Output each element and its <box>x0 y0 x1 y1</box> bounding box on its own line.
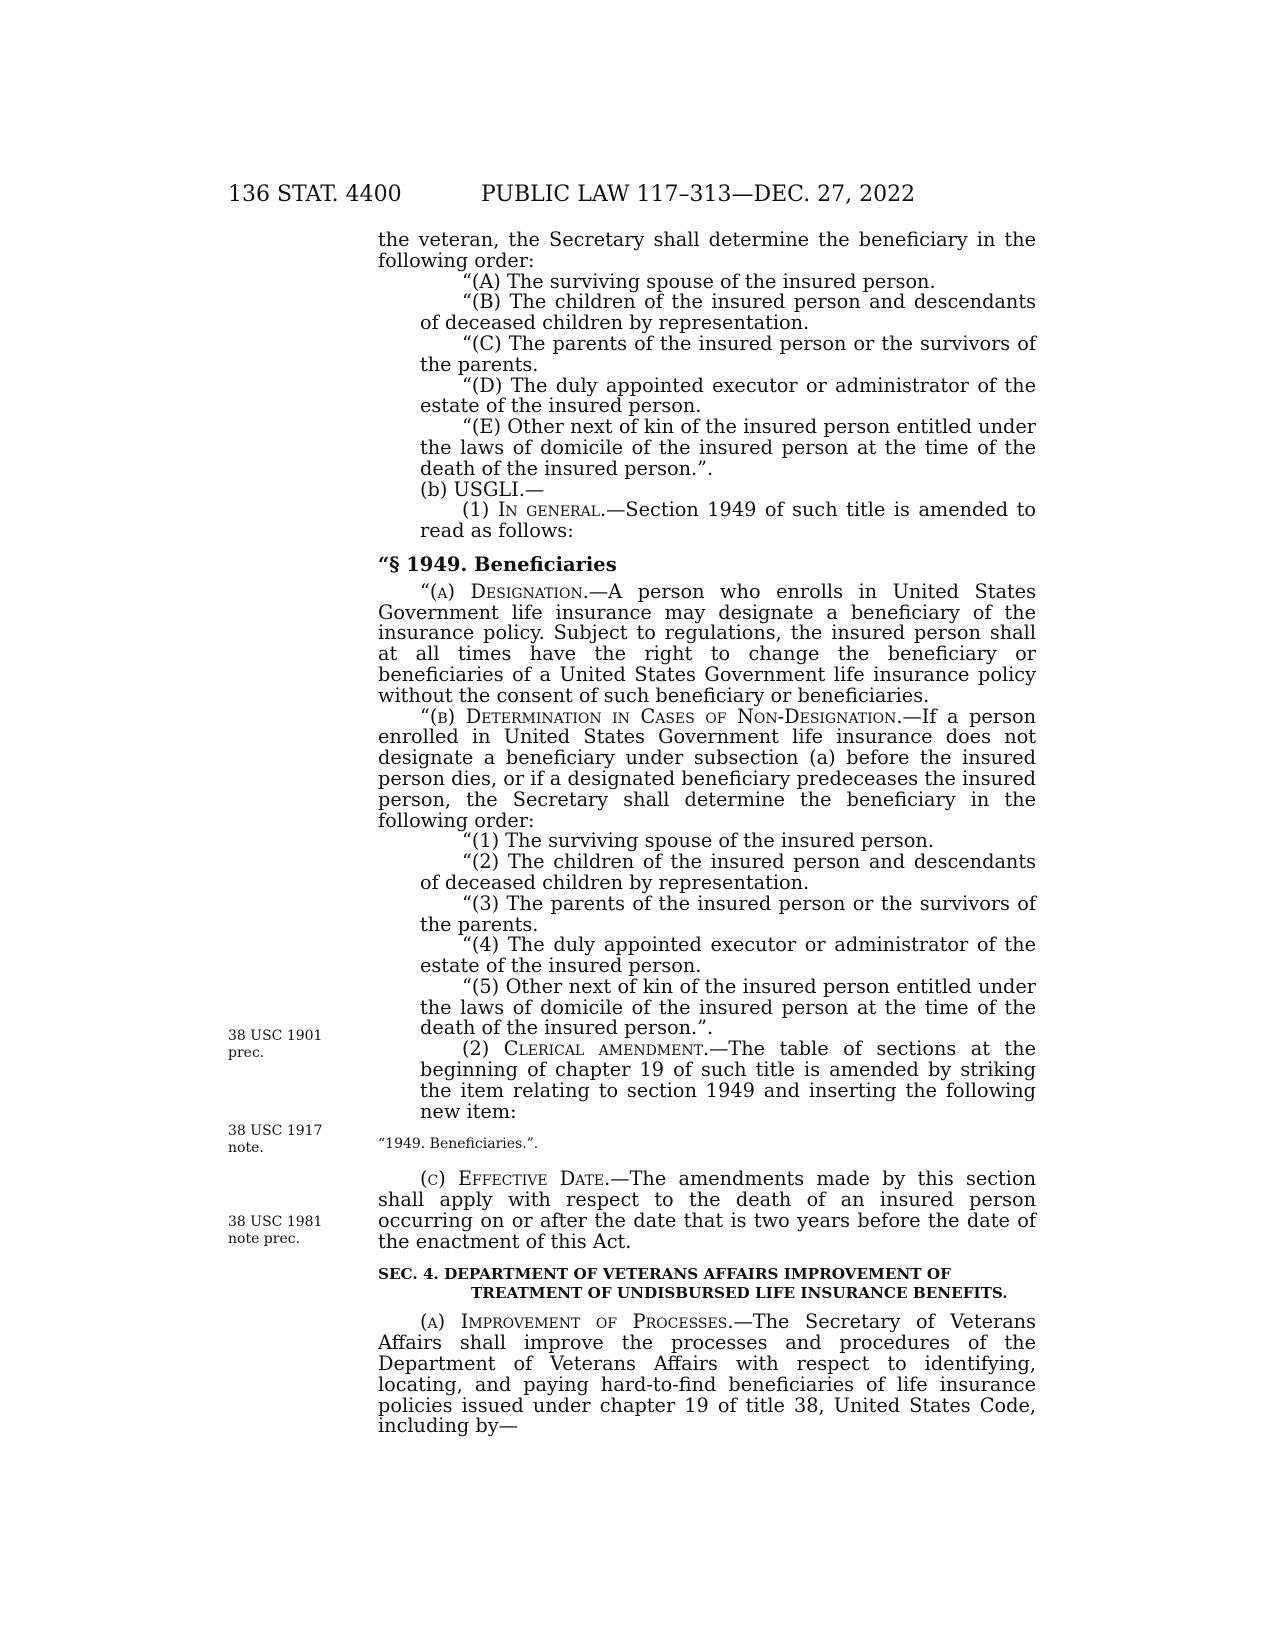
list-item: “(1) The surviving spouse of the insured person. <box>462 829 934 853</box>
statute-page-reference: 136 STAT. 4400 <box>228 182 402 207</box>
page-header <box>228 182 928 212</box>
section-4-subsection-a-label: (a) Improvement of Processes. <box>420 1310 734 1334</box>
margin-note-line: 38 USC 1981 <box>228 1214 323 1230</box>
paragraph-b1-label: (1) In general. <box>462 498 607 522</box>
subsection-a-text: —A person who enrolls in United States Government life insurance may designate a beneficiary of the insurance policy. Subject to regulations, the insured person shall at all times have the right to change the beneficiary or beneficiaries of a United States Government life insurance policy without the consent of such beneficiary or beneficiaries. <box>378 579 1036 707</box>
margin-note-line: 38 USC 1917 <box>228 1123 323 1139</box>
list-item: “(D) The duly appointed executor or administrator of the estate of the insured person. <box>420 373 1036 418</box>
subsection-b-label: “(b) Determination in Cases of Non-Designation. <box>420 704 903 728</box>
margin-note-usc-1917 <box>228 1123 348 1157</box>
subsection-c-text: —The amendments made by this section shall apply with respect to the death of an insured person occurring on or after the date that is two years before the date of the enactment of this Act. <box>378 1167 1036 1253</box>
margin-note-line: 38 USC 1901 <box>228 1028 323 1044</box>
paragraph-b2-text: —The table of sections at the beginning of chapter 19 of such title is amended by striking the item relating to section 1949 and inserting the following new item: <box>420 1037 1036 1123</box>
subsection-a-label: “(a) Designation. <box>420 579 589 603</box>
subsection-c-effective-date <box>378 1169 1036 1252</box>
margin-note-line: prec. <box>228 1045 265 1061</box>
document-body <box>378 230 1036 1437</box>
margin-note-line: note. <box>228 1140 264 1156</box>
list-item: “(3) The parents of the insured person or the survivors of the parents. <box>420 891 1036 936</box>
intro-paragraph: the veteran, the Secretary shall determine the beneficiary in the following order: <box>378 228 1036 272</box>
section-1949-heading: “§ 1949. Beneficiaries <box>378 552 617 576</box>
margin-note-usc-1901 <box>228 1028 348 1062</box>
list-item: “(4) The duly appointed executor or administrator of the estate of the insured person. <box>420 933 1036 978</box>
list-item: “(A) The surviving spouse of the insured person. <box>462 269 936 293</box>
paragraph-b1 <box>378 500 1036 542</box>
paragraph-b2-label: (2) Clerical amendment. <box>462 1037 710 1061</box>
margin-note-usc-1981 <box>228 1214 348 1248</box>
paragraph-b1-text: —Section 1949 of such title is amended to read as follows: <box>420 498 1037 543</box>
subsection-b-heading: (b) USGLI.— <box>420 477 545 501</box>
list-item: “(C) The parents of the insured person or the survivors of the parents. <box>420 331 1036 376</box>
new-table-item: “1949. Beneficiaries.”. <box>378 1136 539 1153</box>
subsection-c-label: (c) Effective Date. <box>420 1167 611 1191</box>
section-4-heading <box>378 1265 1036 1303</box>
list-item: “(5) Other next of kin of the insured person entitled under the laws of domicile of the insured person at the time of the death of the insured person.”. <box>420 974 1036 1040</box>
list-item: “(B) The children of the insured person and descendants of deceased children by representation. <box>420 290 1036 335</box>
list-item: “(E) Other next of kin of the insured person entitled under the laws of domicile of the insured person at the time of the death of the insured person.”. <box>420 415 1036 480</box>
list-item: “(2) The children of the insured person and descendants of deceased children by representation. <box>420 850 1036 894</box>
subsection-b-text: —If a person enrolled in United States Government life insurance does not designate a beneficiary under subsection (a) before the insured person dies, or if a designated beneficiary predeceases the insured person, the Secretary shall determine the beneficiary in the following order: <box>378 704 1036 832</box>
subsection-a-designation <box>378 579 1036 707</box>
section-4-heading-line2: TREATMENT OF UNDISBURSED LIFE INSURANCE BENEFITS. <box>471 1284 1008 1303</box>
public-law-title: PUBLIC LAW 117–313—DEC. 27, 2022 <box>481 182 916 207</box>
margin-note-line: note prec. <box>228 1231 301 1247</box>
section-4-subsection-a-text: —The Secretary of Veterans Affairs shall improve the processes and procedures of the Department of Veterans Affairs with respect to identifying, locating, and paying hard-to-find beneficiaries of life insurance policies issued under chapter 19 of title 38, United States Code, including by— <box>378 1310 1036 1438</box>
section-4-subsection-a <box>378 1312 1036 1437</box>
paragraph-b2-clerical <box>378 1039 1036 1122</box>
section-4-heading-line1: SEC. 4. DEPARTMENT OF VETERANS AFFAIRS IMPROVEMENT OF <box>378 1265 951 1284</box>
subsection-b-determination <box>378 704 1036 832</box>
